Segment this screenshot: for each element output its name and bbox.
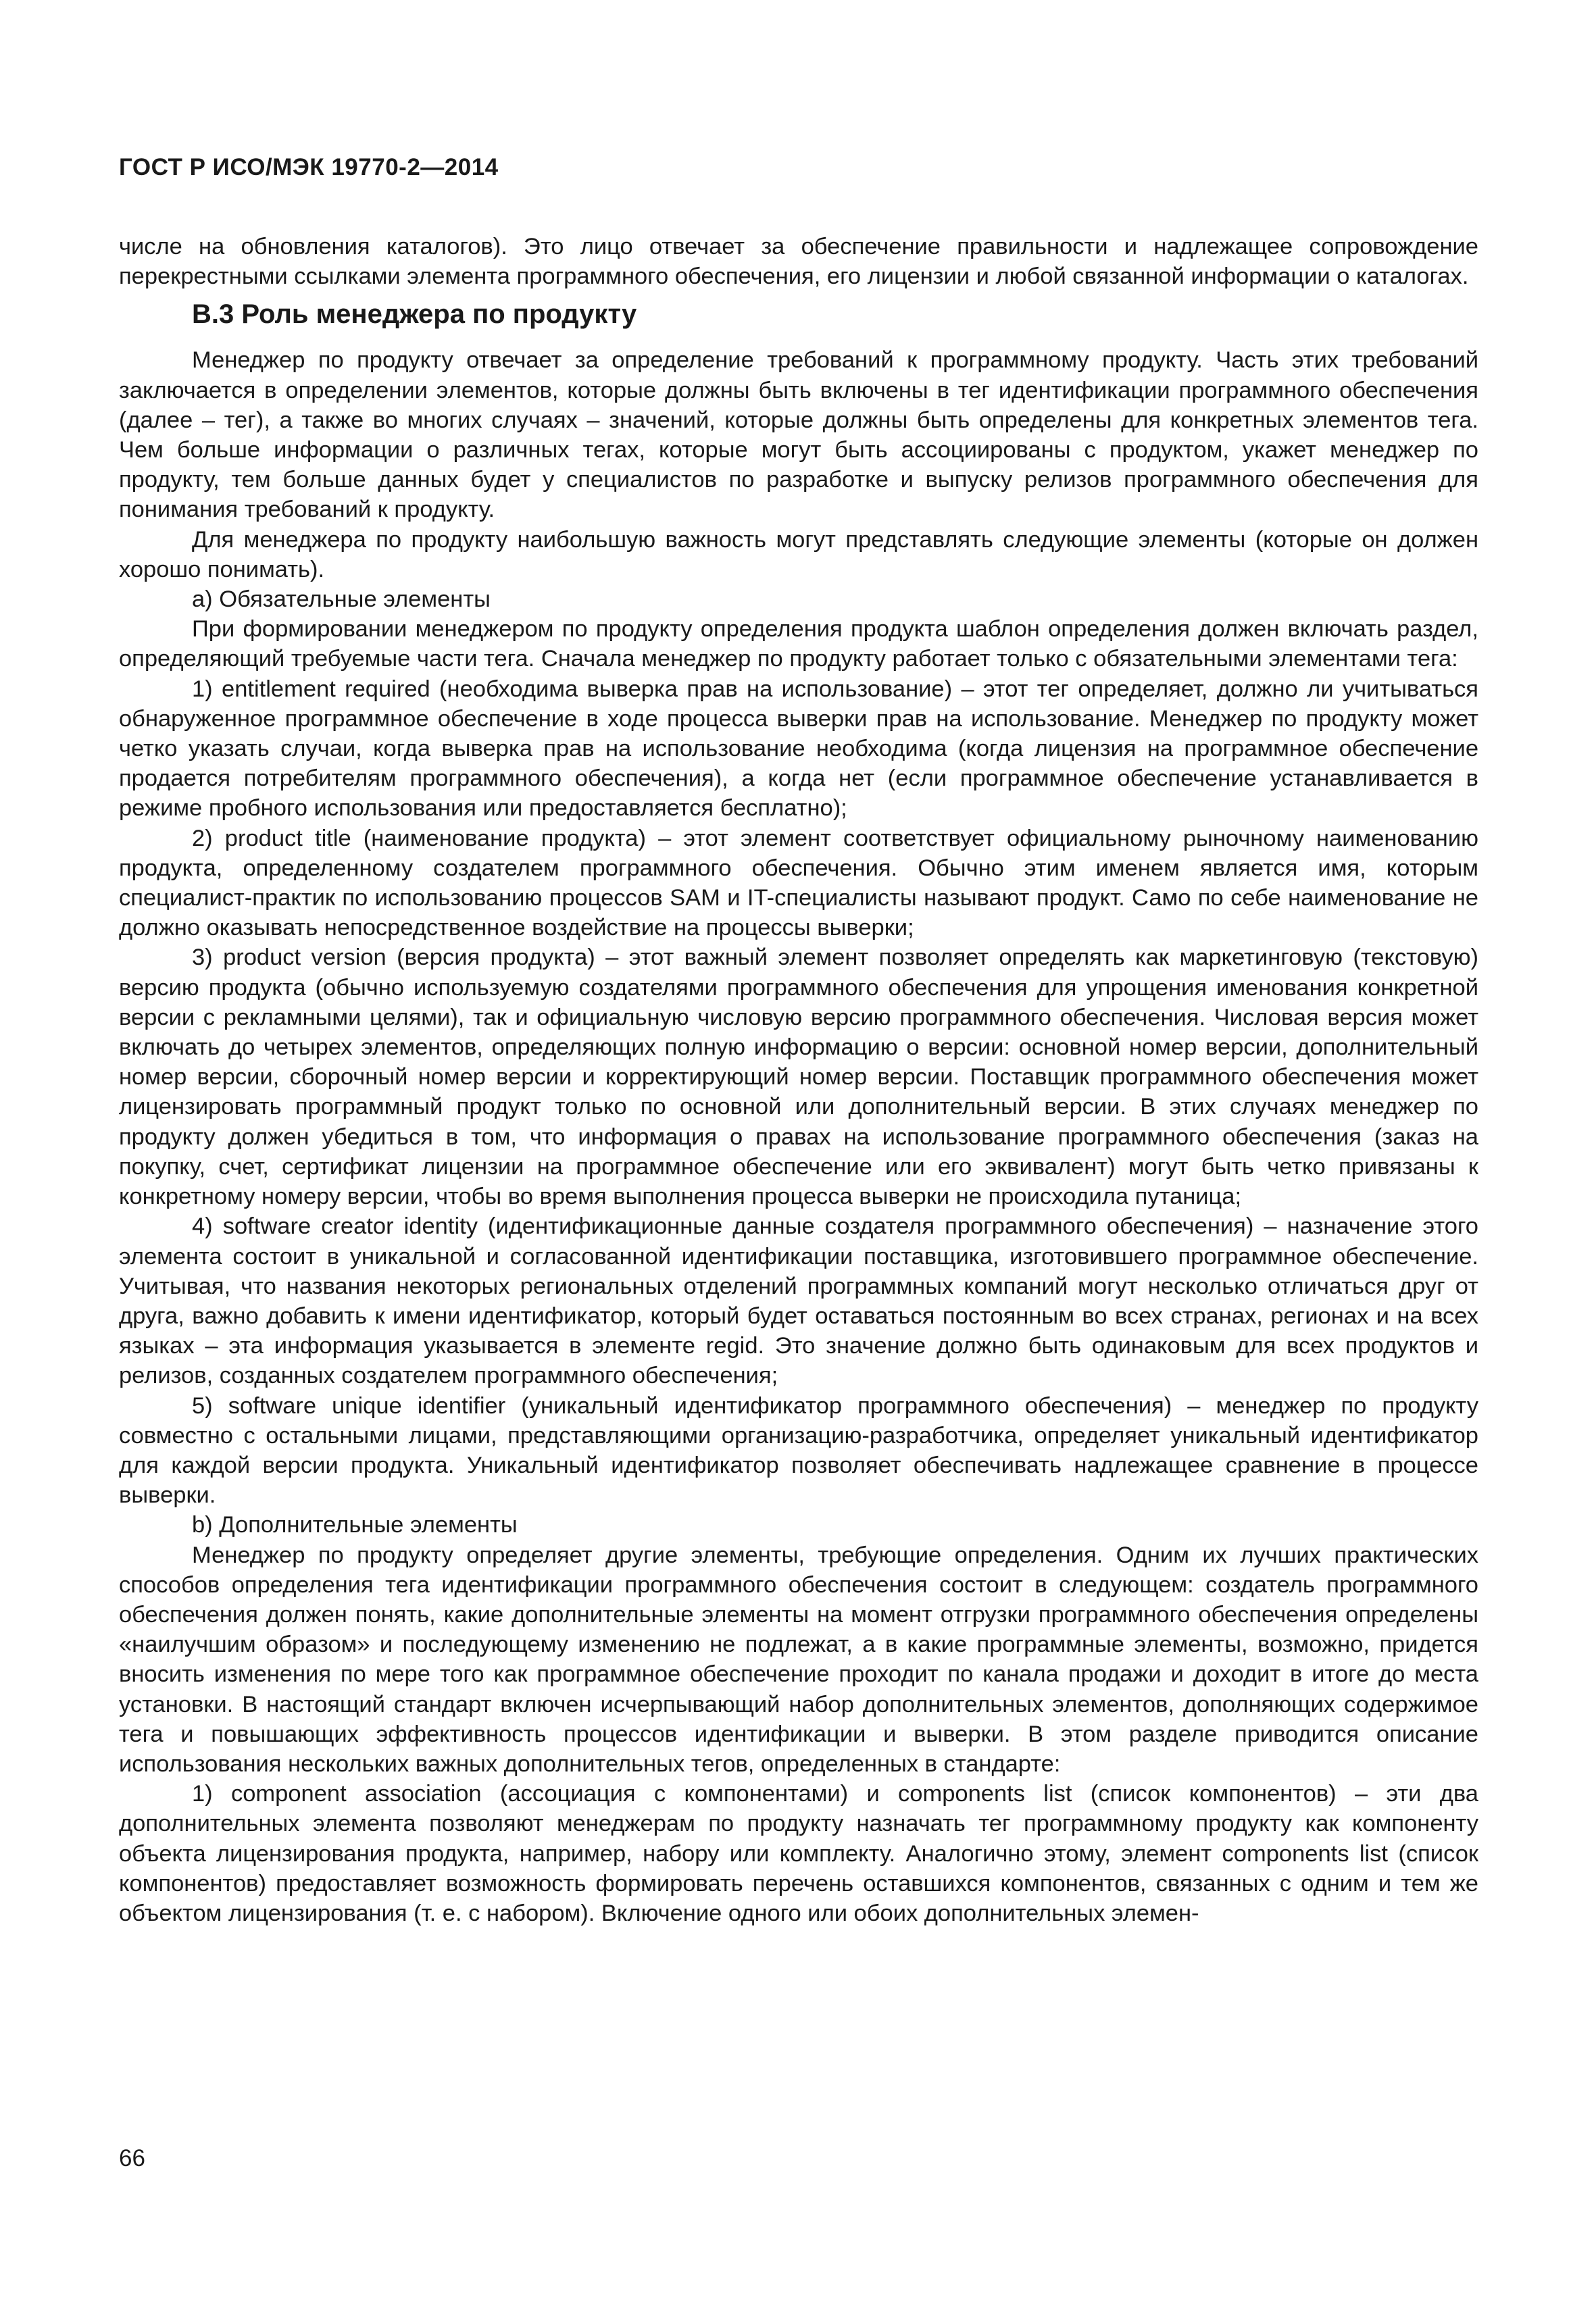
list-item: 1) component association (ассоциация с компонентами) и components list (список компонентов) – эти два дополнительных элемента позволяют менеджерам по продукту назначать тег программному продукту как компоненту объекта лицензирования продукта, например, набору или комплекту. Аналогично этому, элемент components list (список компонентов) предоставляет возможность формировать перечень оставшихся компонентов, связанных с одним и тем же объектом лицензирования (т. е. с набором). Включение одного или обоих дополнительных элемен- (119, 1781, 1478, 1926)
paragraph: числе на обновления каталогов). Это лицо отвечает за обеспечение правильности и надлежащее сопровождение перекрестными ссылками элемента программного обеспечения, его лицензии и любой связанной информации о каталогах. (119, 234, 1478, 290)
list-item: 4) software creator identity (идентификационные данные создателя программного обеспечения) – назначение этого элемента состоит в уникальной и согласованной идентификации поставщика, изготовившего программное обеспечение. Учитывая, что названия некоторых региональных отделений программных компаний могут несколько отличаться друг от друга, важно добавить к имени идентификатор, который будет оставаться постоянным во всех странах, регионах и на всех языках – эта информация указывается в элементе regid. Это значение должно быть одинаковым для всех продуктов и релизов, созданных создателем программного обеспечения; (119, 1213, 1478, 1389)
paragraph: Для менеджера по продукту наибольшую важность могут представлять следующие элементы (которые он должен хорошо понимать). (119, 526, 1478, 582)
list-heading: b) Дополнительные элементы (192, 1512, 518, 1538)
paragraph: При формировании менеджером по продукту определения продукта шаблон определения должен включать раздел, определяющий требуемые части тега. Сначала менеджер по продукту работает только с обязательными элементами тега: (119, 616, 1478, 672)
list-item: 3) product version (версия продукта) – этот важный элемент позволяет определять как маркетинговую (текстовую) версию продукта (обычно используемую создателями программного обеспечения для упрощения именования конкретной версии с рекламными целями), так и официальную числовую версию программного обеспечения. Числовая версия может включать до четырех элементов, определяющих полную информацию о версии: основной номер версии, дополнительный номер версии, сборочный номер версии и корректирующий номер версии. Поставщик программного обеспечения может лицензировать программный продукт только по основной или дополнительный версии. В этих случаях менеджер по продукту должен убедиться в том, что информация о правах на использование программного обеспечения (заказ на покупку, счет, сертификат лицензии на программное обеспечение или его эквивалент) могут быть четко привязаны к конкретному номеру версии, чтобы во время выполнения процесса выверки не происходила путаница; (119, 945, 1478, 1210)
page-number: 66 (119, 2145, 145, 2171)
paragraph: Менеджер по продукту определяет другие элементы, требующие определения. Одним их лучших практических способов определения тега идентификации программного обеспечения состоит в следующем: создатель программного обеспечения должен понять, какие дополнительные элементы на момент отгрузки программного обеспечения определены «наилучшим образом» и последующему изменению не подлежат, а в какие программные элементы, возможно, придется вносить изменения по мере того как программное обеспечение проходит по канала продажи и доходит в итоге до места установки. В настоящий стандарт включен исчерпывающий набор дополнительных элементов, дополняющих содержимое тега и повышающих эффективность процессов идентификации и выверки. В этом разделе приводится описание использования нескольких важных дополнительных тегов, определенных в стандарте: (119, 1542, 1478, 1777)
page-body (119, 232, 1478, 1928)
paragraph: Менеджер по продукту отвечает за определение требований к программному продукту. Часть этих требований заключается в определении элементов, которые должны быть включены в тег идентификации программного обеспечения (далее – тег), а также во многих случаях – значений, которые должны быть определены для конкретных элементов тега. Чем больше информации о различных тегах, которые могут быть ассоциированы с продуктом, укажет менеджер по продукту, тем больше данных будет у специалистов по разработке и выпуску релизов программного обеспечения для понимания требований к продукту. (119, 347, 1478, 523)
list-heading: a) Обязательные элементы (192, 586, 491, 613)
list-item: 2) product title (наименование продукта) – этот элемент соответствует официальному рыночному наименованию продукта, определенному создателем программного обеспечения. Обычно этим именем является имя, которым специалист-практик по использованию процессов SAM и IT-специалисты называют продукт. Само по себе наименование не должно оказывать непосредственное воздействие на процессы выверки; (119, 825, 1478, 941)
list-item: 5) software unique identifier (уникальный идентификатор программного обеспечения) – менеджер по продукту совместно с остальными лицами, представляющими организацию-разработчика, определяет уникальный идентификатор для каждой версии продукта. Уникальный идентификатор позволяет обеспечивать надлежащее сравнение в процессе выверки. (119, 1392, 1478, 1509)
list-item: 1) entitlement required (необходима выверка прав на использование) – этот тег определяет, должно ли учитываться обнаруженное программное обеспечение в ходе процесса выверки прав на использование. Менеджер по продукту может четко указать случаи, когда выверка прав на использование необходима (когда лицензия на программное обеспечение продается потребителям программного обеспечения), а когда нет (если программное обеспечение устанавливается в режиме пробного использования или предоставляется бесплатно); (119, 676, 1478, 822)
standard-header: ГОСТ Р ИСО/МЭК 19770-2—2014 (119, 154, 499, 180)
section-heading: В.3 Роль менеджера по продукту (192, 299, 637, 330)
